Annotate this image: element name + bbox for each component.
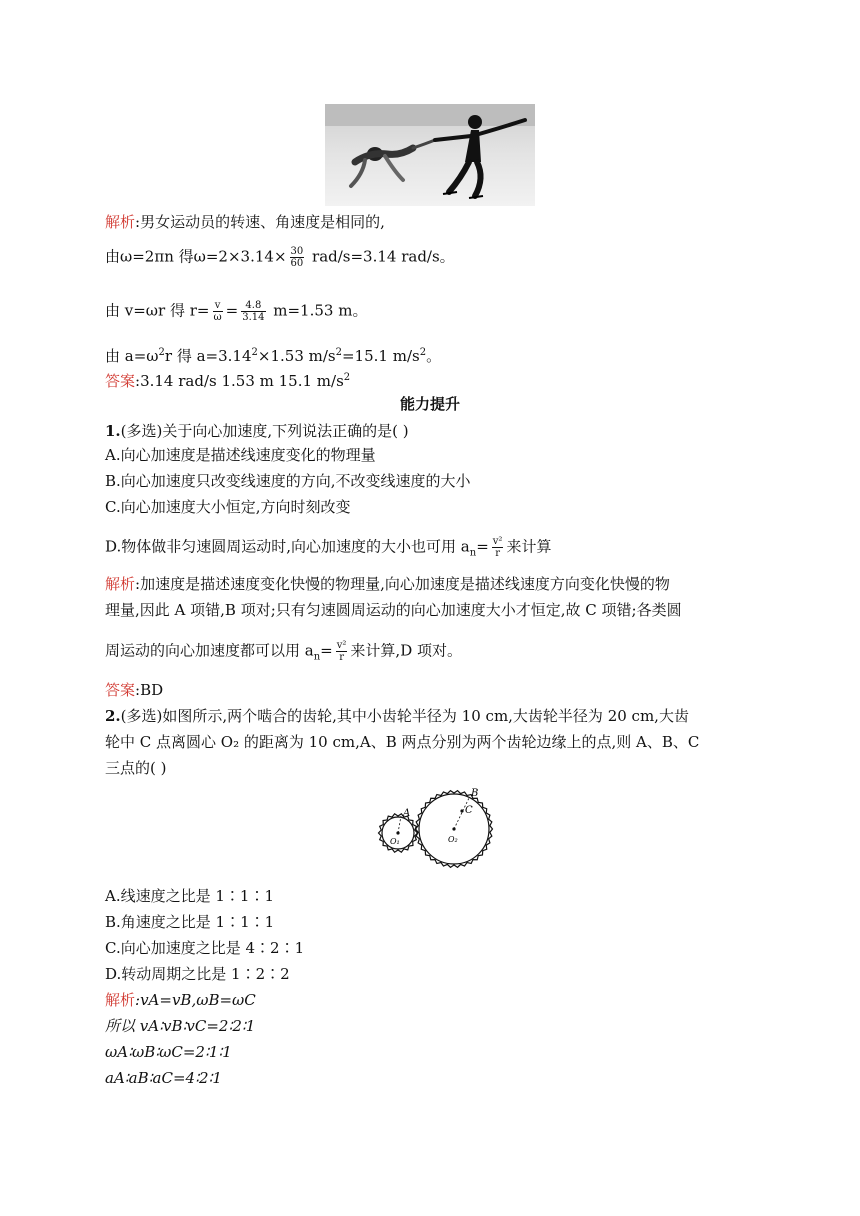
fraction-v2-r-solution: $\frac{\text{v²}}{r}$ (336, 640, 347, 663)
solution-line-4: 由 $a=\omega^2r$ 得 $a=3.14^2\times 1.53$ $m/s^2=15.1$ $m/s^2$。 (105, 347, 442, 365)
q2-solution-line-3: ωA∶ωB∶ωC=2∶1∶1 (105, 1043, 232, 1061)
solution-label: 解析 (105, 213, 136, 231)
section-title: 能力提升 (399, 395, 460, 413)
fraction-30-60: $\frac{30}{60}$ (290, 246, 304, 269)
label-c: C (465, 805, 473, 816)
label-o2: O₂ (448, 835, 458, 844)
q2-option-d: D.转动周期之比是 1∶2∶2 (105, 965, 290, 983)
solution-line-3: 由 v=ωr 得 r= $\frac{v}{\omega}$ = $\frac{4.8}{3.14}$ m=1.53 m。 (105, 300, 368, 323)
label-a: A (403, 808, 411, 819)
fraction-v2-r: $\frac{\text{v²}}{r}$ (492, 536, 503, 559)
solution-line-1: 解析:男女运动员的转速、角速度是相同的, (105, 213, 385, 231)
answer-label: 答案 (105, 372, 136, 390)
answer-line-1: 答案:3.14 rad/s 1.53 m 15.1 $m/s^2$ (105, 372, 351, 390)
solution-line-2: 由ω=2πn 得ω=2×3.14× $\frac{30}{60}$ rad/s=3.14 rad/s。 (105, 246, 455, 269)
fraction-48-314: $\frac{4.8}{3.14}$ (242, 300, 265, 323)
q1-solution-line-3: 周运动的向心加速度都可以用 $a_n=$ $\frac{\text{v²}}{r}$ 来计算,D 项对。 (105, 640, 462, 663)
q1-solution-line-1: 解析:加速度是描述速度变化快慢的物理量,向心加速度是描述线速度方向变化快慢的物 (105, 575, 670, 593)
small-radius-line (398, 816, 401, 833)
q1-option-a: A.向心加速度是描述线速度变化的物理量 (105, 446, 376, 464)
q2-solution-line-1: 解析:vA=vB,ωB=ωC (105, 991, 256, 1009)
question-1-stem: 1.(多选)关于向心加速度,下列说法正确的是( ) (105, 422, 409, 440)
label-o1: O₁ (390, 837, 400, 846)
question-2-stem-line-2: 轮中 C 点离圆心 O₂ 的距离为 10 cm,A、B 两点分别为两个齿轮边缘上的点,则 A、B、C (105, 733, 700, 751)
figure-skating-pair-photo (325, 104, 535, 206)
q1-solution-line-2: 理量,因此 A 项错,B 项对;只有匀速圆周运动的向心加速度大小才恒定,故 C 项错;各类圆 (105, 601, 682, 619)
q1-option-c: C.向心加速度大小恒定,方向时刻改变 (105, 498, 351, 516)
fraction-v-omega: $\frac{v}{\omega}$ (213, 300, 222, 323)
q1-option-b: B.向心加速度只改变线速度的方向,不改变线速度的大小 (105, 472, 471, 490)
q1-answer: 答案:BD (105, 681, 164, 699)
question-2-stem-line-1: 2.(多选)如图所示,两个啮合的齿轮,其中小齿轮半径为 10 cm,大齿轮半径为 20 cm,大齿 (105, 707, 689, 725)
q2-option-c: C.向心加速度之比是 4∶2∶1 (105, 939, 305, 957)
q2-solution-line-2: 所以 vA∶vB∶vC=2∶2∶1 (105, 1017, 256, 1035)
q2-solution-line-4: aA∶aB∶aC=4∶2∶1 (105, 1069, 222, 1087)
label-b: B (471, 788, 479, 799)
question-2-stem-line-3: 三点的( ) (105, 759, 167, 777)
q2-option-b: B.角速度之比是 1∶1∶1 (105, 913, 275, 931)
gear-diagram (368, 786, 494, 872)
q2-option-a: A.线速度之比是 1∶1∶1 (105, 887, 274, 905)
q1-option-d: D.物体做非匀速圆周运动时,向心加速度的大小也可用 $a_n=$ $\frac{\text{v²}}{r}$ 来计算 (105, 536, 552, 559)
